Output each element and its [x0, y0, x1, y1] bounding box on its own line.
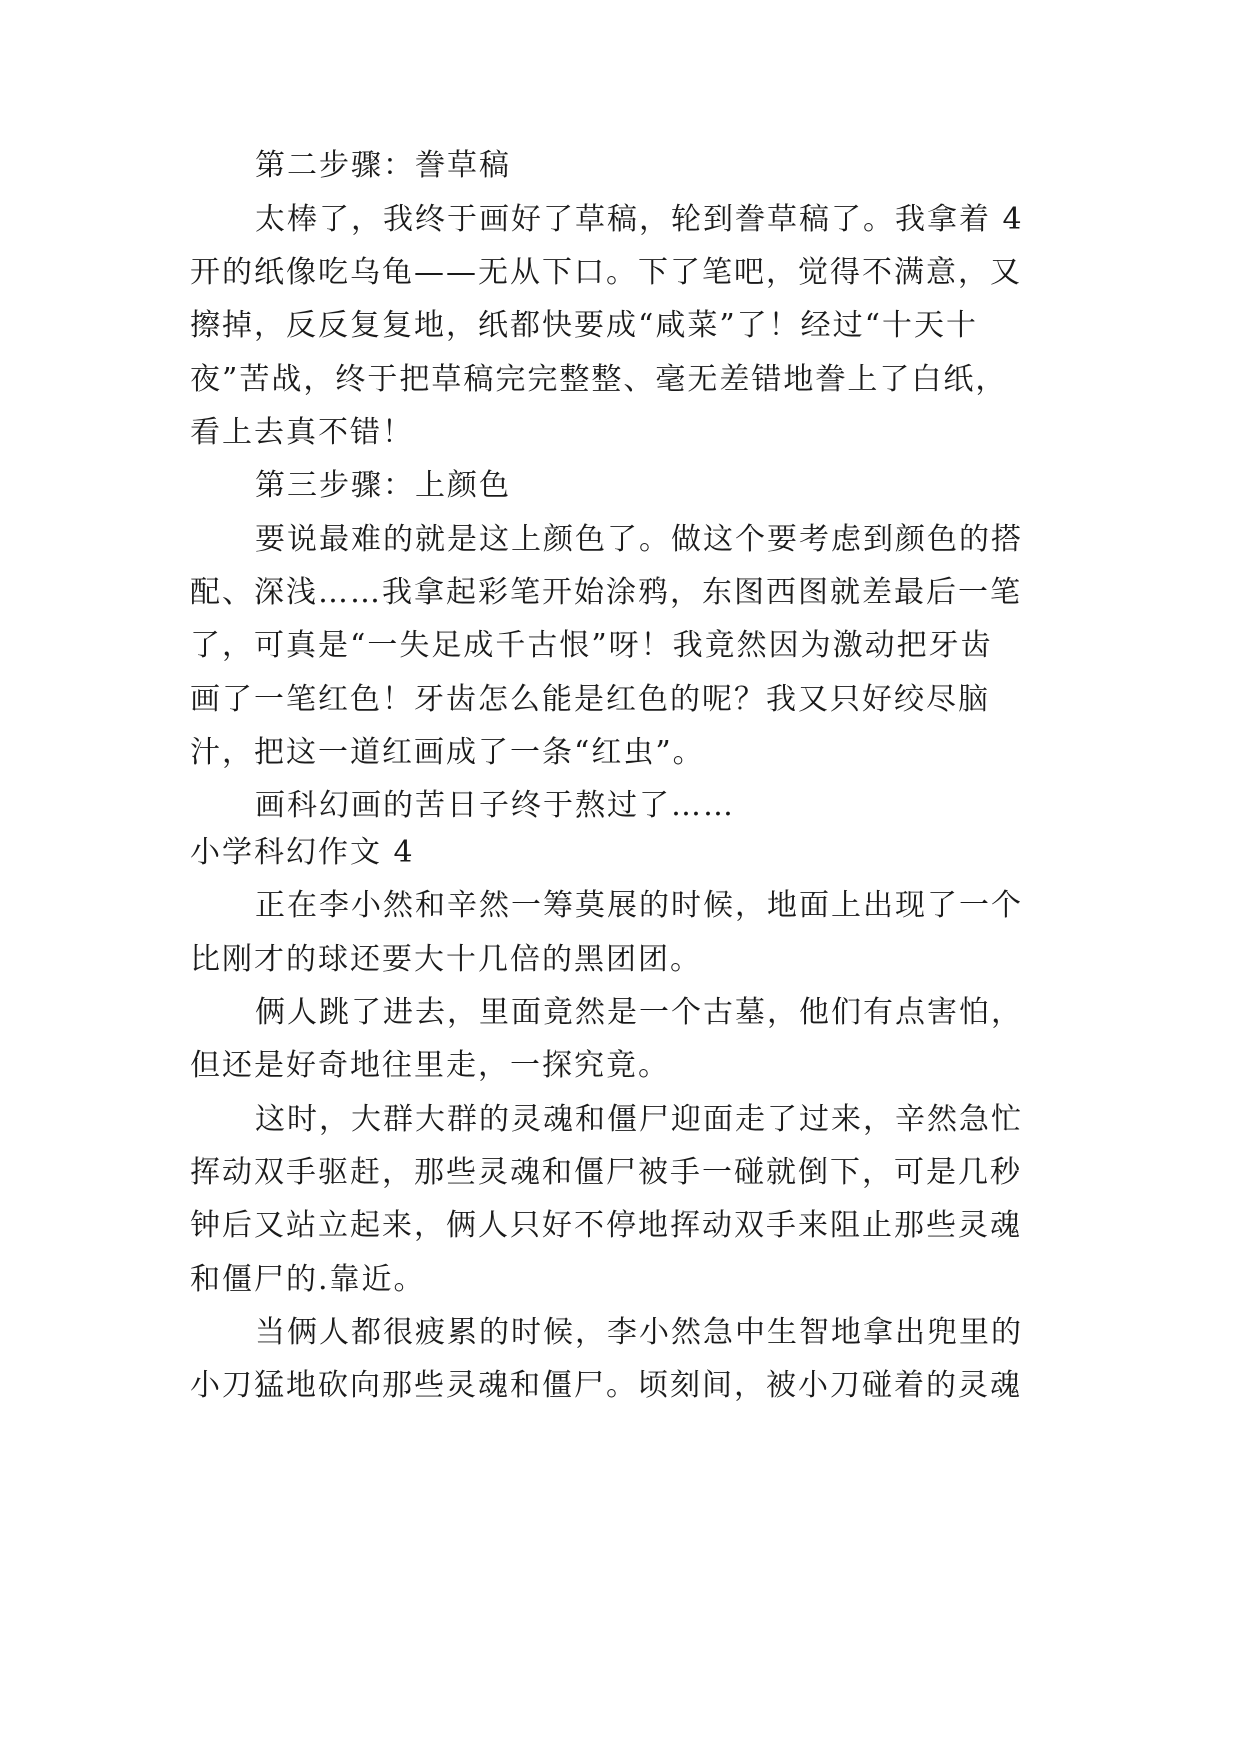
paragraph-line: 画了一笔红色！牙齿怎么能是红色的呢？我又只好绞尽脑 — [190, 682, 990, 717]
paragraph-line: 比刚才的球还要大十几倍的黑团团。 — [190, 942, 702, 977]
paragraph-line: 看上去真不错！ — [190, 415, 414, 450]
paragraph-line: 和僵尸的.靠近。 — [190, 1262, 426, 1297]
paragraph-line: 正在李小然和辛然一筹莫展的时候，地面上出现了一个 — [255, 888, 1023, 923]
paragraph-line: 要说最难的就是这上颜色了。做这个要考虑到颜色的搭 — [255, 522, 1023, 557]
paragraph-line: 俩人跳了进去，里面竟然是一个古墓，他们有点害怕， — [255, 995, 1023, 1030]
paragraph-line: 挥动双手驱赶，那些灵魂和僵尸被手一碰就倒下，可是几秒 — [190, 1155, 1022, 1190]
step-two-heading: 第二步骤：誊草稿 — [255, 148, 511, 183]
paragraph-line: 太棒了，我终于画好了草稿，轮到誊草稿了。我拿着 4 — [255, 202, 1024, 237]
paragraph-line: 小刀猛地砍向那些灵魂和僵尸。顷刻间，被小刀碰着的灵魂 — [190, 1368, 1022, 1403]
paragraph-line: 擦掉，反反复复地，纸都快要成“咸菜”了！经过“十天十 — [190, 308, 979, 343]
section-title: 小学科幻作文 4 — [190, 835, 415, 870]
step-three-heading: 第三步骤：上颜色 — [255, 468, 511, 503]
paragraph-line: 开的纸像吃乌龟——无从下口。下了笔吧，觉得不满意，又 — [190, 255, 1022, 290]
paragraph-line: 配、深浅……我拿起彩笔开始涂鸦，东图西图就差最后一笔 — [190, 575, 1022, 610]
paragraph-line: 钟后又站立起来，俩人只好不停地挥动双手来阻止那些灵魂 — [190, 1208, 1022, 1243]
paragraph-line: 这时，大群大群的灵魂和僵尸迎面走了过来，辛然急忙 — [255, 1102, 1023, 1137]
paragraph-line: 但还是好奇地往里走，一探究竟。 — [190, 1048, 670, 1083]
paragraph-line: 当俩人都很疲累的时候，李小然急中生智地拿出兜里的 — [255, 1315, 1023, 1350]
paragraph-line: 夜”苦战，终于把草稿完完整整、毫无差错地誊上了白纸， — [190, 362, 1008, 397]
paragraph-line: 了，可真是“一失足成千古恨”呀！我竟然因为激动把牙齿 — [190, 628, 993, 663]
paragraph-line: 画科幻画的苦日子终于熬过了…… — [255, 788, 735, 823]
paragraph-line: 汁，把这一道红画成了一条“红虫”。 — [190, 735, 705, 770]
